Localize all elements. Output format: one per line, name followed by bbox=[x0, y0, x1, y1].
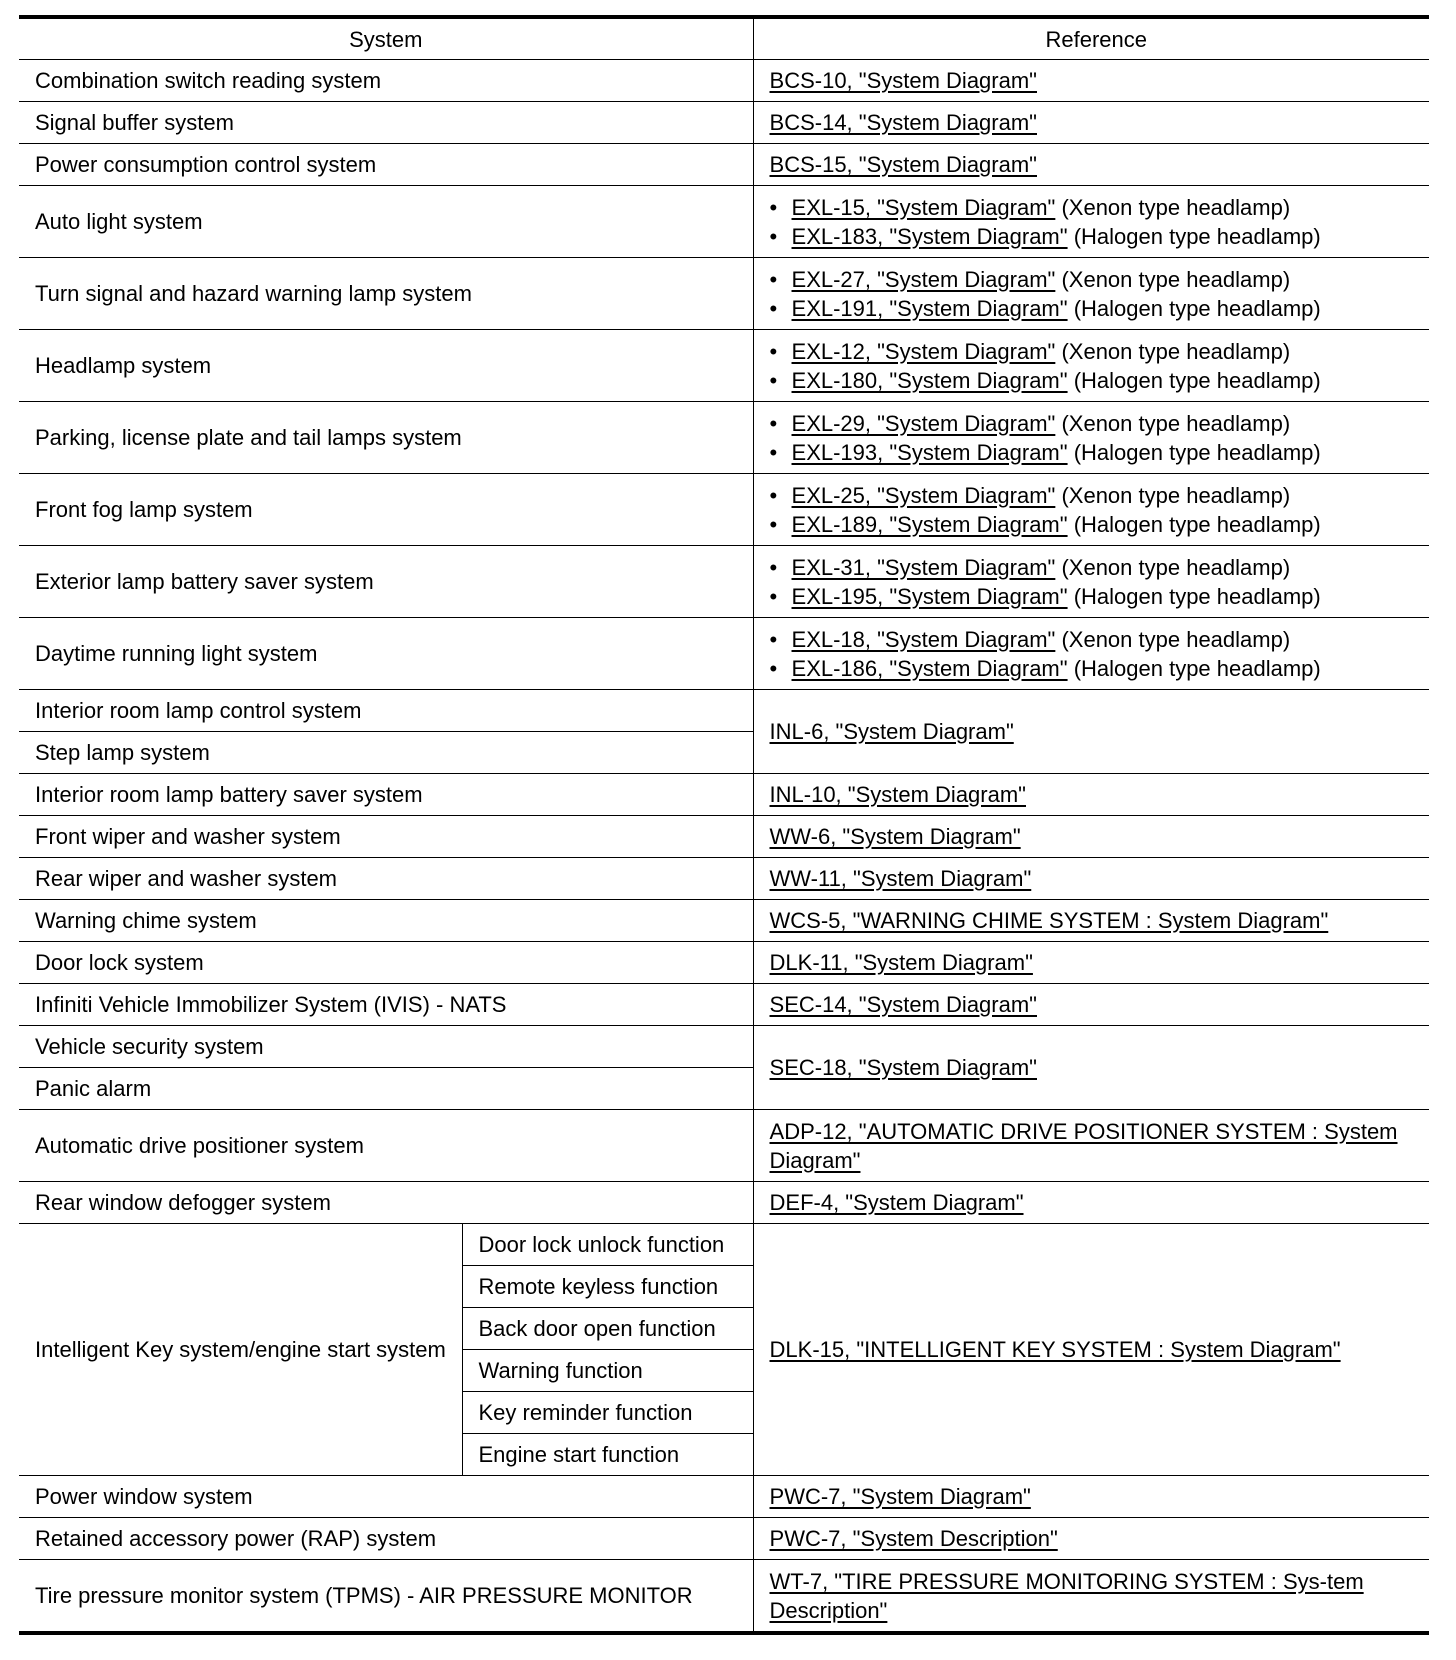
headlamp-note: (Halogen type headlamp) bbox=[1067, 367, 1321, 393]
table-row bbox=[19, 144, 1429, 186]
table-row bbox=[19, 1182, 1429, 1224]
system-cell: Auto light system bbox=[19, 186, 753, 258]
reference-link[interactable]: DLK-11, "System Diagram" bbox=[769, 950, 1033, 975]
system-cell: Intelligent Key system/engine start system bbox=[19, 1224, 462, 1476]
table-row bbox=[19, 774, 1429, 816]
headlamp-note: (Xenon type headlamp) bbox=[1055, 410, 1291, 436]
headlamp-note: (Halogen type headlamp) bbox=[1067, 295, 1321, 321]
reference-cell bbox=[753, 618, 1429, 690]
table-row bbox=[19, 330, 1429, 402]
reference-cell bbox=[753, 144, 1429, 186]
function-cell: Door lock unlock function bbox=[462, 1224, 753, 1266]
reference-link[interactable]: EXL-29, "System Diagram" bbox=[791, 410, 1056, 436]
list-item bbox=[770, 294, 1424, 323]
system-cell: Power consumption control system bbox=[19, 144, 753, 186]
list-item bbox=[770, 582, 1424, 611]
reference-cell bbox=[753, 816, 1429, 858]
reference-list bbox=[770, 481, 1424, 539]
reference-link[interactable]: PWC-7, "System Description" bbox=[769, 1526, 1058, 1551]
headlamp-note: (Xenon type headlamp) bbox=[1055, 554, 1291, 580]
reference-cell bbox=[753, 1026, 1429, 1110]
reference-link[interactable]: WW-11, "System Diagram" bbox=[769, 866, 1032, 891]
system-cell: Automatic drive positioner system bbox=[19, 1110, 753, 1182]
reference-link[interactable]: EXL-191, "System Diagram" bbox=[791, 295, 1068, 321]
reference-link[interactable]: ADP-12, "AUTOMATIC DRIVE POSITIONER SYSTEM : System Diagram" bbox=[769, 1118, 1398, 1173]
system-cell: Front fog lamp system bbox=[19, 474, 753, 546]
function-cell: Engine start function bbox=[462, 1434, 753, 1476]
table-row bbox=[19, 186, 1429, 258]
reference-cell bbox=[753, 330, 1429, 402]
headlamp-note: (Halogen type headlamp) bbox=[1067, 223, 1321, 249]
system-cell: Signal buffer system bbox=[19, 102, 753, 144]
table-row bbox=[19, 942, 1429, 984]
header-system: System bbox=[19, 17, 753, 60]
system-cell: Exterior lamp battery saver system bbox=[19, 546, 753, 618]
headlamp-note: (Xenon type headlamp) bbox=[1055, 482, 1291, 508]
reference-link[interactable]: BCS-14, "System Diagram" bbox=[769, 110, 1037, 135]
function-cell: Remote keyless function bbox=[462, 1266, 753, 1308]
function-cell: Key reminder function bbox=[462, 1392, 753, 1434]
system-cell: Power window system bbox=[19, 1476, 753, 1518]
system-cell: Parking, license plate and tail lamps system bbox=[19, 402, 753, 474]
header-reference: Reference bbox=[753, 17, 1429, 60]
reference-link[interactable]: EXL-193, "System Diagram" bbox=[791, 439, 1068, 465]
system-cell: Front wiper and washer system bbox=[19, 816, 753, 858]
list-item bbox=[770, 625, 1424, 654]
reference-list bbox=[770, 337, 1424, 395]
reference-link[interactable]: INL-10, "System Diagram" bbox=[769, 782, 1026, 807]
reference-link[interactable]: EXL-25, "System Diagram" bbox=[791, 482, 1056, 508]
reference-link[interactable]: BCS-10, "System Diagram" bbox=[769, 68, 1037, 93]
table-row bbox=[19, 402, 1429, 474]
list-item bbox=[770, 510, 1424, 539]
list-item bbox=[770, 553, 1424, 582]
system-cell: Door lock system bbox=[19, 942, 753, 984]
system-cell: Interior room lamp battery saver system bbox=[19, 774, 753, 816]
table-row bbox=[19, 1560, 1429, 1634]
system-cell: Turn signal and hazard warning lamp system bbox=[19, 258, 753, 330]
system-cell: Interior room lamp control system bbox=[19, 690, 753, 732]
reference-list bbox=[770, 409, 1424, 467]
reference-cell bbox=[753, 546, 1429, 618]
reference-link[interactable]: BCS-15, "System Diagram" bbox=[769, 152, 1037, 177]
reference-link[interactable]: INL-6, "System Diagram" bbox=[769, 719, 1014, 744]
reference-cell bbox=[753, 1182, 1429, 1224]
reference-link[interactable]: DLK-15, "INTELLIGENT KEY SYSTEM : System Diagram" bbox=[769, 1337, 1341, 1362]
headlamp-note: (Halogen type headlamp) bbox=[1067, 439, 1321, 465]
reference-link[interactable]: EXL-27, "System Diagram" bbox=[791, 266, 1056, 292]
function-cell: Warning function bbox=[462, 1350, 753, 1392]
reference-cell bbox=[753, 690, 1429, 774]
reference-list bbox=[770, 625, 1424, 683]
reference-link[interactable]: PWC-7, "System Diagram" bbox=[769, 1484, 1031, 1509]
table-row bbox=[19, 1476, 1429, 1518]
reference-cell bbox=[753, 900, 1429, 942]
list-item bbox=[770, 409, 1424, 438]
reference-link[interactable]: EXL-189, "System Diagram" bbox=[791, 511, 1068, 537]
header-row bbox=[19, 17, 1429, 60]
list-item bbox=[770, 337, 1424, 366]
reference-link[interactable]: EXL-15, "System Diagram" bbox=[791, 194, 1056, 220]
table-row bbox=[19, 1224, 1429, 1266]
list-item bbox=[770, 193, 1424, 222]
reference-cell bbox=[753, 60, 1429, 102]
reference-cell bbox=[753, 1224, 1429, 1476]
reference-cell bbox=[753, 1476, 1429, 1518]
reference-link[interactable]: EXL-195, "System Diagram" bbox=[791, 583, 1068, 609]
reference-cell bbox=[753, 102, 1429, 144]
headlamp-note: (Halogen type headlamp) bbox=[1067, 511, 1321, 537]
reference-link[interactable]: SEC-18, "System Diagram" bbox=[769, 1055, 1037, 1080]
headlamp-note: (Xenon type headlamp) bbox=[1055, 626, 1291, 652]
headlamp-note: (Halogen type headlamp) bbox=[1067, 583, 1321, 609]
table-row bbox=[19, 546, 1429, 618]
system-cell: Warning chime system bbox=[19, 900, 753, 942]
reference-list bbox=[770, 193, 1424, 251]
system-cell: Vehicle security system bbox=[19, 1026, 753, 1068]
reference-cell bbox=[753, 858, 1429, 900]
reference-link[interactable]: EXL-180, "System Diagram" bbox=[791, 367, 1068, 393]
reference-link[interactable]: WW-6, "System Diagram" bbox=[769, 824, 1021, 849]
table-row bbox=[19, 102, 1429, 144]
reference-cell bbox=[753, 1518, 1429, 1560]
headlamp-note: (Xenon type headlamp) bbox=[1055, 194, 1291, 220]
reference-cell bbox=[753, 1110, 1429, 1182]
system-cell: Rear wiper and washer system bbox=[19, 858, 753, 900]
reference-link[interactable]: EXL-18, "System Diagram" bbox=[791, 626, 1056, 652]
reference-link[interactable]: SEC-14, "System Diagram" bbox=[769, 992, 1037, 1017]
list-item bbox=[770, 265, 1424, 294]
system-cell: Retained accessory power (RAP) system bbox=[19, 1518, 753, 1560]
reference-cell bbox=[753, 942, 1429, 984]
reference-cell bbox=[753, 186, 1429, 258]
table-row bbox=[19, 60, 1429, 102]
list-item bbox=[770, 438, 1424, 467]
system-cell: Tire pressure monitor system (TPMS) - AIR PRESSURE MONITOR bbox=[19, 1560, 753, 1634]
headlamp-note: (Xenon type headlamp) bbox=[1055, 266, 1291, 292]
reference-cell bbox=[753, 258, 1429, 330]
table-row bbox=[19, 690, 1429, 732]
system-cell: Panic alarm bbox=[19, 1068, 753, 1110]
list-item bbox=[770, 481, 1424, 510]
table-row bbox=[19, 900, 1429, 942]
reference-list bbox=[770, 553, 1424, 611]
system-cell: Infiniti Vehicle Immobilizer System (IVIS) - NATS bbox=[19, 984, 753, 1026]
reference-link[interactable]: WCS-5, "WARNING CHIME SYSTEM : System Diagram" bbox=[769, 908, 1329, 933]
table-row bbox=[19, 1110, 1429, 1182]
table-row bbox=[19, 1518, 1429, 1560]
system-cell: Headlamp system bbox=[19, 330, 753, 402]
list-item bbox=[770, 222, 1424, 251]
system-cell: Step lamp system bbox=[19, 732, 753, 774]
reference-link[interactable]: EXL-186, "System Diagram" bbox=[791, 655, 1068, 681]
table-row bbox=[19, 258, 1429, 330]
table-row bbox=[19, 1026, 1429, 1068]
list-item bbox=[770, 654, 1424, 683]
reference-cell bbox=[753, 402, 1429, 474]
system-cell: Daytime running light system bbox=[19, 618, 753, 690]
headlamp-note: (Halogen type headlamp) bbox=[1067, 655, 1321, 681]
reference-list bbox=[770, 265, 1424, 323]
reference-link[interactable]: EXL-12, "System Diagram" bbox=[791, 338, 1056, 364]
table-row bbox=[19, 474, 1429, 546]
table-row bbox=[19, 858, 1429, 900]
system-cell: Combination switch reading system bbox=[19, 60, 753, 102]
system-reference-table bbox=[19, 15, 1429, 1635]
reference-link[interactable]: WT-7, "TIRE PRESSURE MONITORING SYSTEM : Sys-tem Description" bbox=[769, 1568, 1364, 1623]
reference-cell bbox=[753, 474, 1429, 546]
reference-cell bbox=[753, 774, 1429, 816]
reference-link[interactable]: DEF-4, "System Diagram" bbox=[769, 1190, 1024, 1215]
list-item bbox=[770, 366, 1424, 395]
table-row bbox=[19, 984, 1429, 1026]
headlamp-note: (Xenon type headlamp) bbox=[1055, 338, 1291, 364]
table-row bbox=[19, 816, 1429, 858]
reference-link[interactable]: EXL-31, "System Diagram" bbox=[791, 554, 1056, 580]
system-cell: Rear window defogger system bbox=[19, 1182, 753, 1224]
reference-cell bbox=[753, 1560, 1429, 1634]
reference-cell bbox=[753, 984, 1429, 1026]
table-row bbox=[19, 618, 1429, 690]
reference-link[interactable]: EXL-183, "System Diagram" bbox=[791, 223, 1068, 249]
function-cell: Back door open function bbox=[462, 1308, 753, 1350]
